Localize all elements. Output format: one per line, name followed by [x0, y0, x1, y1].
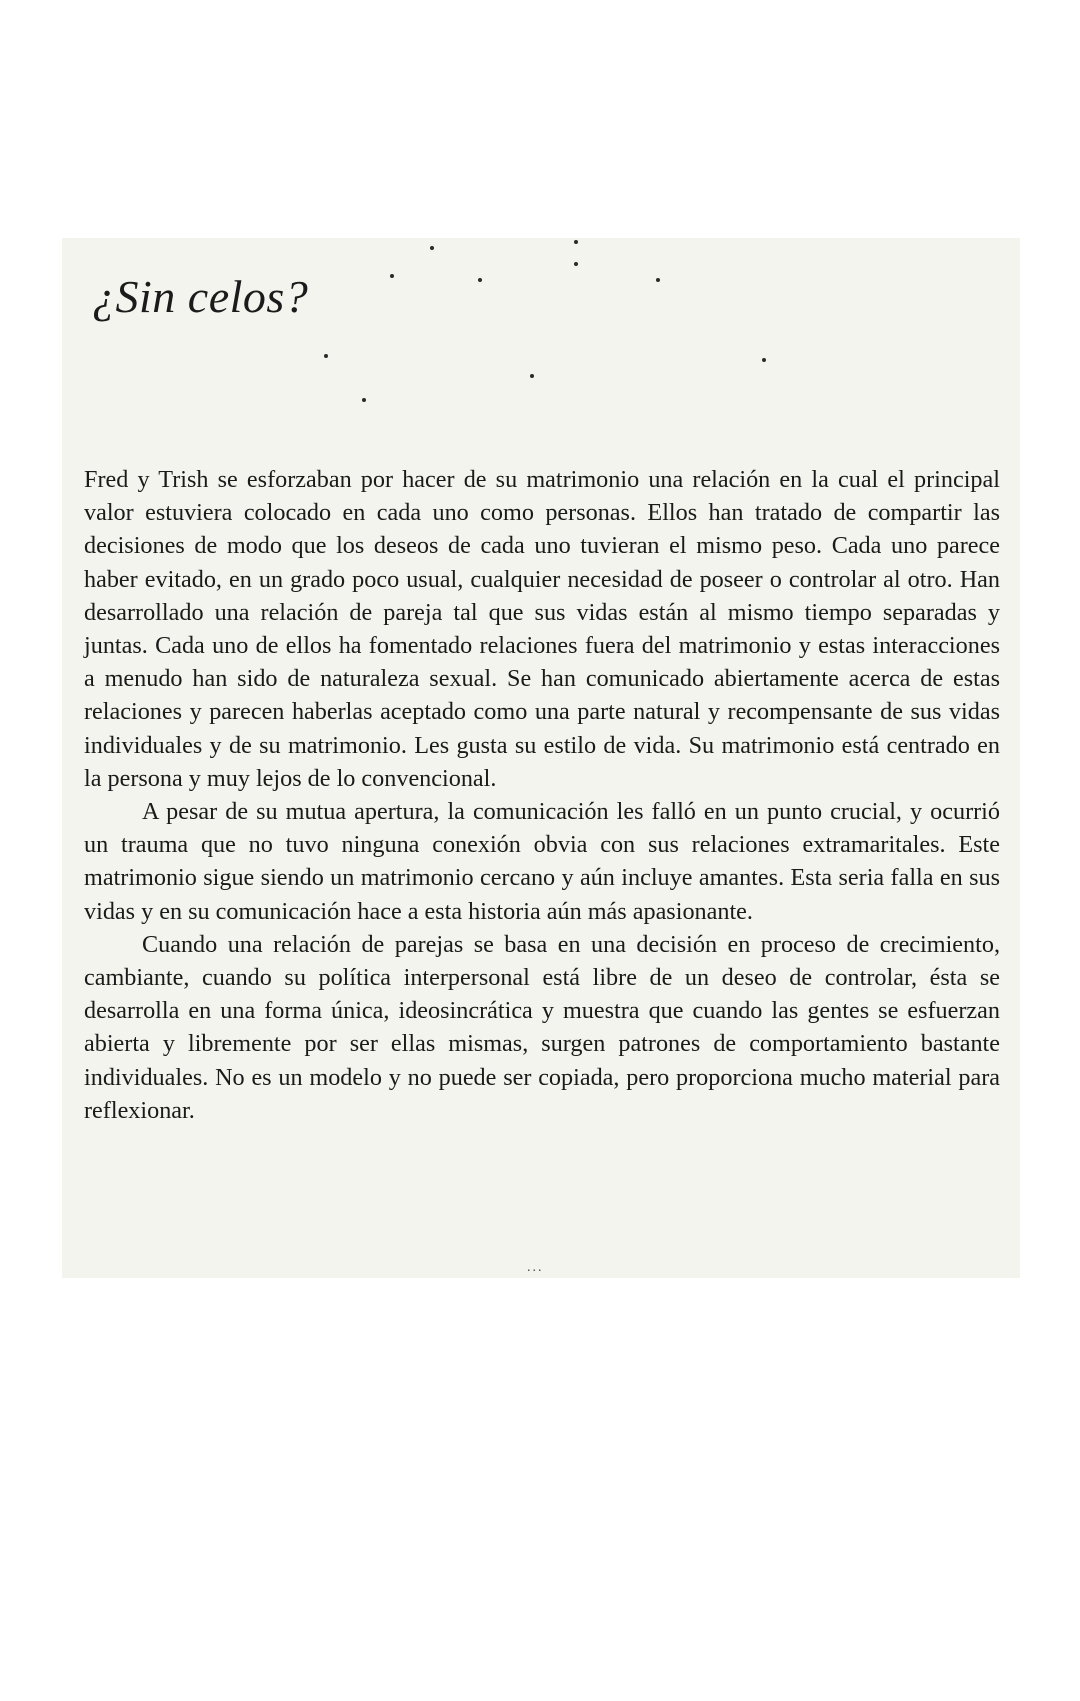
ink-speck: [478, 278, 482, 282]
paragraph: A pesar de su mutua apertura, la comunicación les falló en un punto crucial, y ocurrió un trauma que no tuvo ninguna conexión obvia con sus relaciones extramaritales. Este matrimonio sigue siendo un matrimonio cercano y aún incluye amantes. Esta seria falla en sus vidas y en su comunicación hace a esta historia aún más apasionante.: [84, 798, 1000, 925]
paragraph: Fred y Trish se esforzaban por hacer de su matrimonio una relación en la cual el principal valor estuviera colocado en cada uno como personas. Ellos han tratado de compartir las decisiones de modo que los deseos de cada uno tuvieran el mismo peso. Cada uno parece haber evitado, en un grado poco usual, cualquier necesidad de poseer o controlar al otro. Han desarrollado una relación de pareja tal que sus vidas están al mismo tiempo separadas y juntas. Cada uno de ellos ha fomentado relaciones fuera del matrimonio y estas interacciones a menudo han sido de naturaleza sexual. Se han comunicado abiertamente acerca de estas relaciones y parecen haberlas aceptado como una parte natural y recompensante de sus vidas individuales y de su matrimonio. Les gusta su estilo de vida. Su matrimonio está centrado en la persona y muy lejos de lo convencional.: [84, 466, 1000, 792]
ink-speck: [390, 274, 394, 278]
ink-speck: [574, 262, 578, 266]
ink-speck: [324, 354, 328, 358]
ink-speck: [762, 358, 766, 362]
ink-speck: [430, 246, 434, 250]
page-title: ¿Sin celos?: [92, 271, 309, 322]
ink-speck: [362, 398, 366, 402]
ink-speck: [574, 240, 578, 244]
trailing-mark: ...: [527, 1260, 544, 1275]
paragraph: Cuando una relación de parejas se basa en una decisión en proceso de crecimiento, cambiante, cuando su política interpersonal está libre de un deseo de controlar, ésta se desarrolla en una forma única, ideosincrática y muestra que cuando las gentes se esfuerzan abierta y libremente por ser ellas mismas, surgen patrones de comportamiento bastante individuales. No es un modelo y no puede ser copiada, pero proporciona mucho material para reflexionar.: [84, 930, 1000, 1124]
scanned-page: [62, 238, 1020, 1278]
article-body: [84, 463, 1000, 1127]
ink-speck: [656, 278, 660, 282]
ink-speck: [530, 374, 534, 378]
